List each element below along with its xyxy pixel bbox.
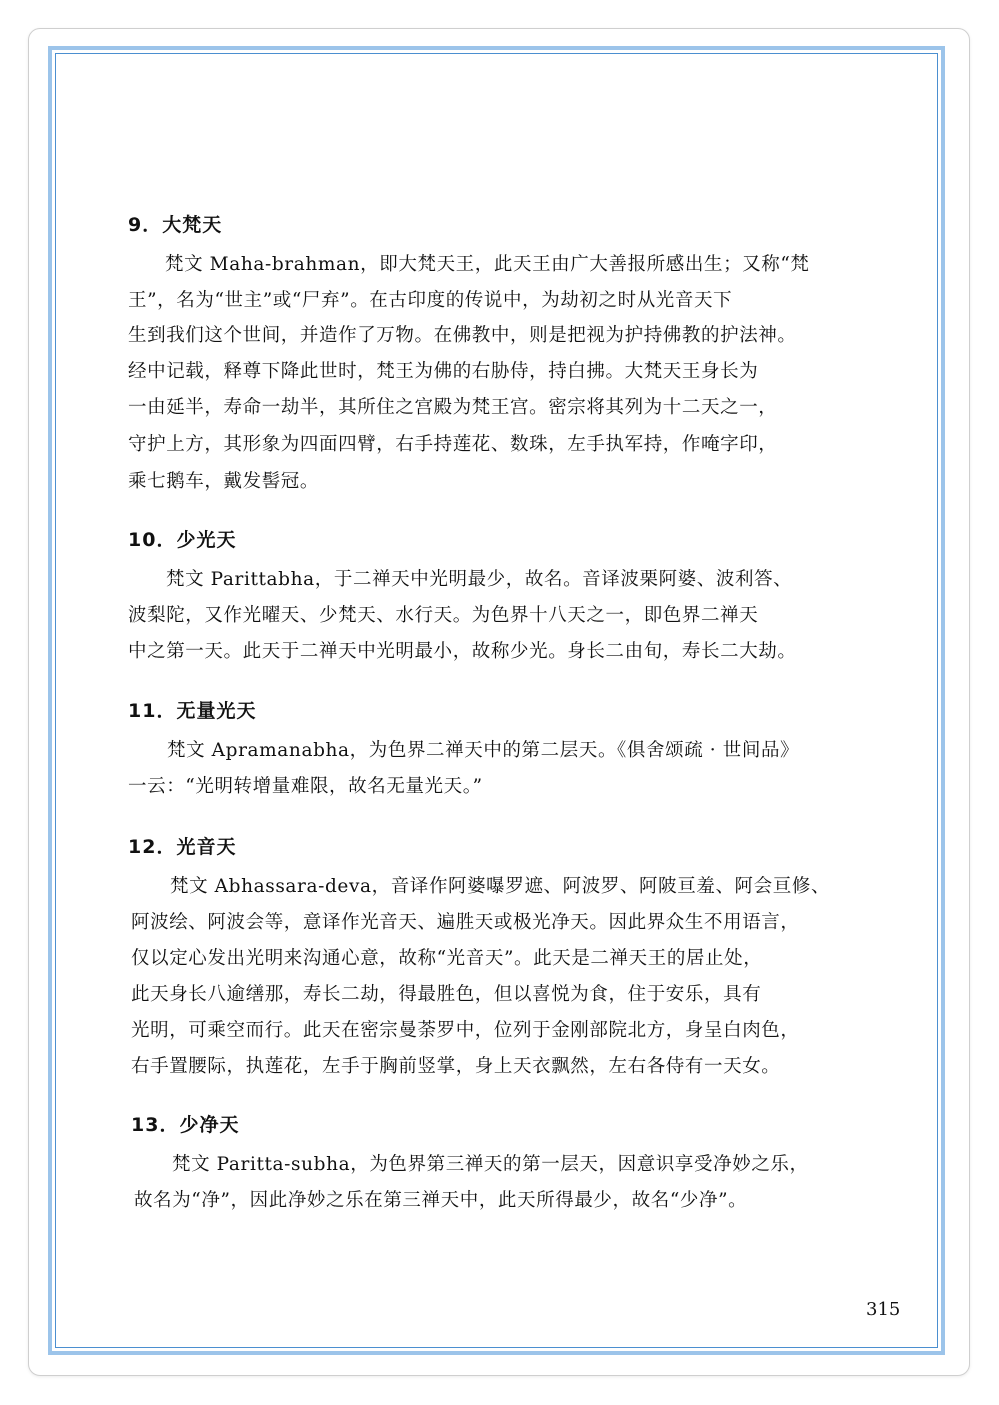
paragraph-line: 守护上方，其形象为四面四臂，右手持莲花、数珠，左手执军持，作唵字印， — [128, 434, 778, 455]
paragraph-line: 梵文 Paritta-subha，为色界第三禅天的第一层天，因意识享受净妙之乐， — [172, 1154, 809, 1175]
paragraph-line: 梵文 Abhassara-deva，音译作阿婆嚗罗遮、阿波罗、阿陂亘羞、阿会亘修、 — [170, 876, 831, 897]
paragraph-line: 梵文 Apramanabha，为色界二禅天中的第二层天。《俱舍颂疏 · 世间品》 — [167, 740, 800, 761]
paragraph-line: 生到我们这个世间，并造作了万物。在佛教中，则是把视为护持佛教的护法神。 — [128, 325, 797, 346]
paragraph-line: 光明，可乘空而行。此天在密宗曼荼罗中，位列于金刚部院北方，身呈白肉色， — [131, 1020, 800, 1041]
section-heading: 13．少净天 — [131, 1114, 240, 1136]
section-heading: 11．无量光天 — [128, 700, 257, 722]
paragraph-line: 此天身长八逾缮那，寿长二劫，得最胜色，但以喜悦为食，住于安乐，具有 — [131, 984, 762, 1005]
paragraph-line: 乘七鹅车，戴发髻冠。 — [128, 471, 320, 492]
paragraph-line: 阿波绘、阿波会等，意译作光音天、遍胜天或极光净天。因此界众生不用语言， — [131, 912, 800, 933]
paragraph-line: 一云：“光明转增量难限，故名无量光天。” — [128, 776, 483, 797]
paragraph-line: 波梨陀，又作光曜天、少梵天、水行天。为色界十八天之一，即色界二禅天 — [128, 605, 759, 626]
section-heading: 9．大梵天 — [128, 214, 223, 236]
paragraph-line: 故名为“净”，因此净妙之乐在第三禅天中，此天所得最少，故名“少净”。 — [134, 1190, 748, 1211]
paragraph-line: 王”，名为“世主”或“尸弃”。在古印度的传说中，为劫初之时从光音天下 — [128, 290, 733, 311]
paragraph-line: 中之第一天。此天于二禅天中光明最小，故称少光。身长二由旬，寿长二大劫。 — [128, 641, 797, 662]
paragraph-line: 梵文 Parittabha，于二禅天中光明最少，故名。音译波栗阿婆、波利答、 — [166, 569, 793, 590]
paragraph-line: 右手置腰际，执莲花，左手于胸前竖掌，身上天衣飘然，左右各侍有一天女。 — [131, 1056, 781, 1077]
page-number: 315 — [866, 1299, 901, 1320]
section-heading: 12．光音天 — [128, 836, 237, 858]
paragraph-line: 梵文 Maha-brahman，即大梵天王，此天王由广大善报所感出生；又称“梵 — [165, 254, 810, 275]
paragraph-line: 一由延半，寿命一劫半，其所住之宫殿为梵王宫。密宗将其列为十二天之一， — [128, 397, 778, 418]
section-heading: 10．少光天 — [128, 529, 237, 551]
paragraph-line: 仅以定心发出光明来沟通心意，故称“光音天”。此天是二禅天王的居止处， — [131, 948, 763, 969]
paragraph-line: 经中记载，释尊下降此世时，梵王为佛的右胁侍，持白拂。大梵天王身长为 — [128, 361, 759, 382]
